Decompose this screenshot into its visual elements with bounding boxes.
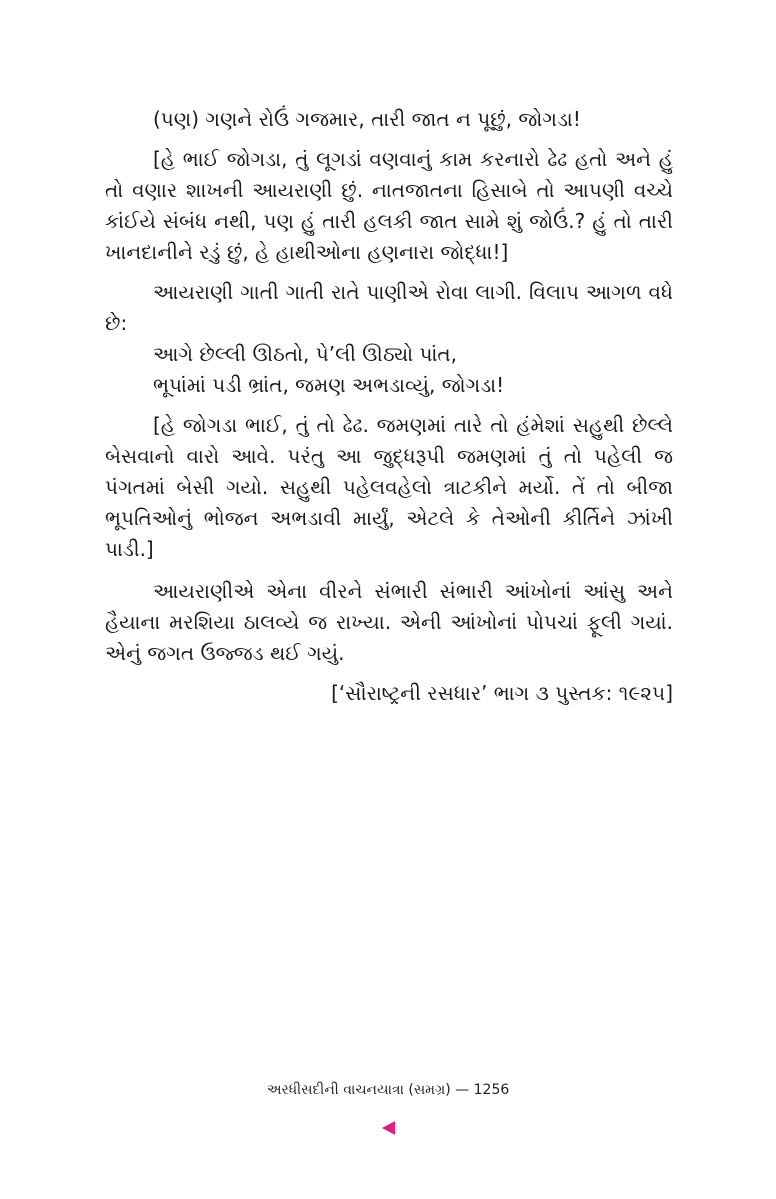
paragraph-explanation-2: [હે જોગડા ભાઈ, તું તો ઢેઢ. જમણમાં તારે તો હંમેશાં સહુથી છેલ્લે બેસવાનો વારો આવે. પરંતુ આ જુદ્ધરૂપી જમણમાં તું તો પહેલી જ પંગતમાં બેસી ગયો. સહુથી પહેલવહેલો ત્રાટકીને મર્યો. તેં તો બીજા ભૂપતિઓનું ભોજન અભડાવી માર્યું, એટલે કે તેઓની કીર્તિને ઝાંખી પાડી.]: [105, 413, 673, 561]
page-body: [105, 104, 673, 709]
paragraph-narration-1: આયરાણી ગાતી ગાતી રાતે પાણીએ રોવા લાગી. વિલાપ આગળ વધે છે:: [105, 280, 673, 335]
verse-line-intro: (પણ) ગણને રોઉં ગજમાર, તારી જાત ન પૂછું, જોગડા!: [153, 107, 581, 131]
triangle-left-icon[interactable]: [382, 1121, 395, 1135]
source-citation: [‘સૌરાષ્ટ્રની રસધાર’ ભાગ ૩ પુસ્તક: ૧૯૨૫]: [331, 681, 673, 705]
page-footer: અરધીસદીની વાચનયાત્રા (સમગ્ર) — 1256: [266, 1082, 510, 1098]
paragraph-narration-2: આયરાણીએ એના વીરને સંભારી સંભારી આંખોનાં આંસુ અને હૈયાના મરશિયા ઠાલવ્યે જ રાખ્યા. એની આંખોનાં પોપચાં ફૂલી ગયાં. એનું જગત ઉજ્જડ થઈ ગયું.: [105, 579, 673, 665]
poem-line-2: ભૂપાંમાં પડી ભ્રાંત, જમણ અભડાવ્યું, જોગડા!: [153, 373, 505, 397]
poem-line-1: આગે છેલ્લી ઊઠતો, પે’લી ઊઠ્યો પાંત,: [153, 342, 457, 366]
paragraph-explanation-1: [હે ભાઈ જોગડા, તું લૂગડાં વણવાનું કામ કરનારો ઢેઢ હતો અને હું તો વણાર શાખની આયરાણી છું. નાતજાતના હિસાબે તો આપણી વચ્ચે કાંઈયે સંબંધ નથી, પણ હું તારી હલકી જાત સામે શું જોઉં.? હું તો તારી ખાનદાનીને રડું છું, હે હાથીઓના હણનારા જોદ્ધા!]: [105, 147, 673, 264]
